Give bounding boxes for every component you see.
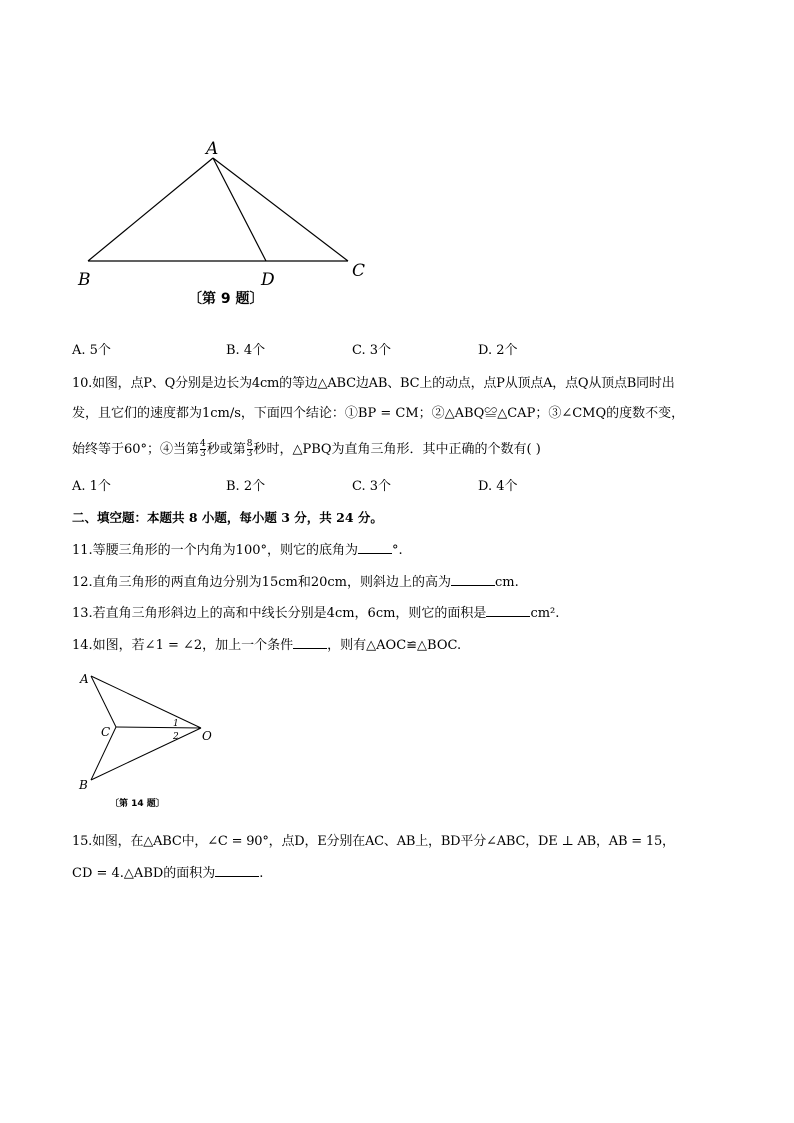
- q13: 13.若直角三角形斜边上的高和中线长分别是4cm，6cm，则它的面积是 cm².: [72, 602, 559, 624]
- fig9-caption: 〔第 9 题〕: [188, 291, 264, 307]
- fig9-label-c: C: [352, 261, 366, 281]
- q10-option-a: A. 1个: [72, 479, 111, 494]
- q15-blank: [215, 862, 259, 877]
- q9-option-d: D. 2个: [478, 343, 518, 358]
- q10-line-2: 发，且它们的速度都为1cm/s，下面四个结论：①BP = CM；②△ABQ≌△CAP；③∠CMQ的度数不变，: [72, 406, 685, 421]
- fig9-label-d: D: [261, 270, 275, 290]
- fraction-4-3: $\frac{4}{3}$: [200, 439, 206, 459]
- section-2-heading: 二、填空题：本题共 8 小题，每小题 3 分，共 24 分。: [72, 510, 383, 525]
- q14: 14.如图，若∠1 = ∠2，加上一个条件 ，则有△AOC≌△BOC.: [72, 634, 461, 656]
- fig9-label-a: A: [206, 139, 219, 159]
- q10-line-3-b: 秒或第: [206, 442, 246, 457]
- fig9-label-b: B: [78, 270, 91, 290]
- q9-option-a: A. 5个: [72, 343, 111, 358]
- q10-option-c: C. 3个: [352, 479, 392, 494]
- fraction-8-3: $\frac{8}{3}$: [246, 439, 253, 459]
- q12: 12.直角三角形的两直角边分别为15cm和20cm，则斜边上的高为 cm.: [72, 571, 519, 593]
- q10-option-d: D. 4个: [478, 479, 518, 494]
- q9-option-c: C. 3个: [352, 343, 392, 358]
- q10-line-1: 10.如图，点P、Q分别是边长为4cm的等边△ABC边AB、BC上的动点，点P从顶点A，点Q从顶点B同时出: [72, 376, 675, 391]
- q9-option-b: B. 4个: [226, 343, 266, 358]
- q11: 11.等腰三角形的一个内角为100°，则它的底角为 °.: [72, 539, 403, 561]
- fig14-label-o: O: [202, 729, 212, 743]
- fig14-label-b: B: [79, 778, 88, 792]
- q10-option-b: B. 2个: [226, 479, 266, 494]
- fig14-label-2: 2: [173, 732, 179, 742]
- q15-line-2: CD = 4.△ABD的面积为 .: [72, 862, 263, 884]
- q10-line-3-a: 始终等于60°；④当第: [72, 442, 200, 457]
- figure-14: [70, 665, 230, 810]
- q10-line-3-c: 秒时，△PBQ为直角三角形．其中正确的个数有( ): [253, 442, 541, 457]
- q14-blank: [293, 634, 327, 649]
- q13-blank: [486, 602, 530, 617]
- q11-blank: [358, 539, 392, 554]
- fig14-label-1: 1: [173, 719, 179, 729]
- q15-line-1: 15.如图，在△ABC中，∠C = 90°，点D，E分别在AC、AB上，BD平分∠ABC，DE ⊥ AB，AB = 15，: [72, 834, 675, 849]
- fig14-caption: 〔第 14 题〕: [110, 799, 165, 809]
- q12-blank: [451, 571, 495, 586]
- q10-line-3: [72, 440, 541, 460]
- figure-9: [70, 135, 390, 315]
- fig14-label-c: C: [101, 725, 111, 739]
- fig14-label-a: A: [80, 672, 89, 686]
